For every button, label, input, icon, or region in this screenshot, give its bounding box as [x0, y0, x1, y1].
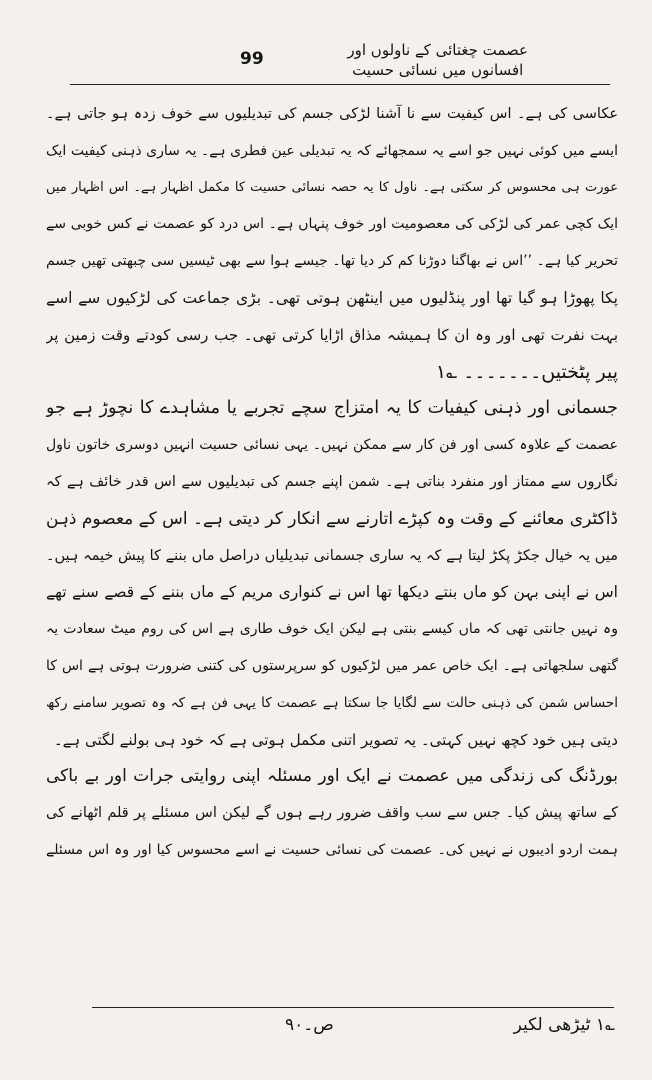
page-header — [70, 38, 540, 88]
header-divider — [70, 84, 610, 85]
page-number: 99 — [240, 49, 264, 69]
text-line: دیتی ہیں خود کچھ نہیں کہتی۔ یہ تصویر اتنی مکمل ہوتی ہے کہ خود ہی بولنے لگتی ہے۔ — [53, 730, 618, 749]
text-line: تحریر کیا ہے۔ ’’اس نے بھاگنا دوڑنا کم کر دیا تھا۔ جیسے ہوا سے بھی ٹیسیں سی چبھتی تھیں جسم — [46, 253, 618, 270]
text-line: اس نے اپنی بہن کو ماں بنتے دیکھا تھا اس نے کنواری مریم کے ماں بننے کے قصے سنے تھے — [46, 583, 618, 602]
running-title-line-2: افسانوں میں نسائی حسیت — [352, 61, 524, 79]
text-line: ہمت اردو ادیبوں نے نہیں کی۔ عصمت کی نسائی حسیت نے اسے محسوس کیا اور وہ اس مسئلے — [46, 841, 618, 858]
text-line: گتھی سلجھاتی ہے۔ ایک خاص عمر میں لڑکیوں کو سرپرستوں کی کتنی ضرورت ہوتی ہے اس کا — [46, 657, 618, 674]
text-line: بہت نفرت تھی اور وہ ان کا ہمیشہ مذاق اڑایا کرتی تھی۔ جب رسی کودتے وقت زمین پر — [46, 325, 618, 344]
text-line: پکا پھوڑا ہو گیا تھا اور پنڈلیوں میں اینٹھن ہوتی تھی۔ بڑی جماعت کی لڑکیوں سے اسے — [46, 288, 618, 307]
paragraph-3 — [46, 758, 618, 868]
text-line: ایک کچی عمر کی لڑکی کی معصومیت اور خوف پنہاں ہے۔ اس درد کو عصمت نے کس خوبی سے — [46, 216, 618, 233]
running-title — [347, 40, 528, 80]
text-line: میں یہ خیال جکڑ پکڑ لیتا ہے کہ یہ ساری جسمانی تبدیلیاں دراصل ماں بننے کا پیش خیمہ ہیں۔ — [46, 547, 618, 564]
text-line: وہ نہیں جانتی تھی کہ ماں کیسے بنتی ہے لیکن ایک خوف طاری ہے اس کی روم میٹ سعادت یہ — [46, 621, 618, 638]
footnote-text: ؎۱ ٹیڑھی لکیر — [513, 1015, 615, 1035]
text-line: عصمت کے علاوہ کسی اور فن کار سے ممکن نہیں۔ یہی نسائی حسیت انہیں دوسری خاتون ناول — [46, 437, 618, 454]
text-line: جسمانی اور ذہنی کیفیات کا یہ امتزاج سچے تجربے یا مشاہدے کا نچوڑ ہے جو — [46, 398, 618, 419]
text-line: ایسے میں کوئی نہیں جو اسے یہ سمجھائے کہ یہ تبدیلی عین فطری ہے۔ یہ ساری ذہنی کیفیت ایک — [46, 142, 618, 159]
running-title-line-1: عصمت چغتائی کے ناولوں اور — [347, 41, 528, 59]
footnote-divider — [92, 1007, 614, 1008]
text-line: احساس شمن کی ذہنی حالت سے لگایا جا سکتا ہے عصمت کا یہی فن ہے کہ وہ تصویر سامنے رکھ — [46, 694, 618, 711]
text-line: کے ساتھ پیش کیا۔ جس سے سب واقف ضرور رہے ہوں گے لیکن اس مسئلے پر قلم اٹھانے کی — [46, 805, 618, 822]
text-line: بورڈنگ کی زندگی میں عصمت نے ایک اور مسئلہ اپنی روایتی جرات اور بے باکی — [46, 766, 618, 787]
body-text — [46, 96, 618, 869]
paragraph-2 — [46, 390, 618, 758]
text-line: عکاسی کی ہے۔ اس کیفیت سے نا آشنا لڑکی جسم کی تبدیلیوں سے خوف زدہ ہو جاتی ہے۔ — [46, 106, 618, 122]
footnote-page-ref: ص۔۹۰ — [285, 1015, 334, 1035]
paragraph-1 — [46, 96, 618, 390]
text-line: عورت ہی محسوس کر سکتی ہے۔ ناول کا یہ حصہ نسائی حسیت کا مکمل اظہار ہے۔ اس اظہار میں — [46, 179, 618, 195]
text-line: ڈاکٹری معائنے کے وقت وہ کپڑے اتارنے سے انکار کر دیتی ہے۔ اس کے معصوم ذہن — [46, 508, 618, 529]
footnote — [285, 1014, 615, 1044]
text-line: پیر پٹختیں۔۔۔۔۔۔۔ ؎۱ — [435, 360, 618, 383]
text-line: نگاروں سے ممتاز اور منفرد بناتی ہے۔ شمن اپنے جسم کی تبدیلیوں سے اس قدر خائف ہے کہ — [46, 473, 618, 490]
